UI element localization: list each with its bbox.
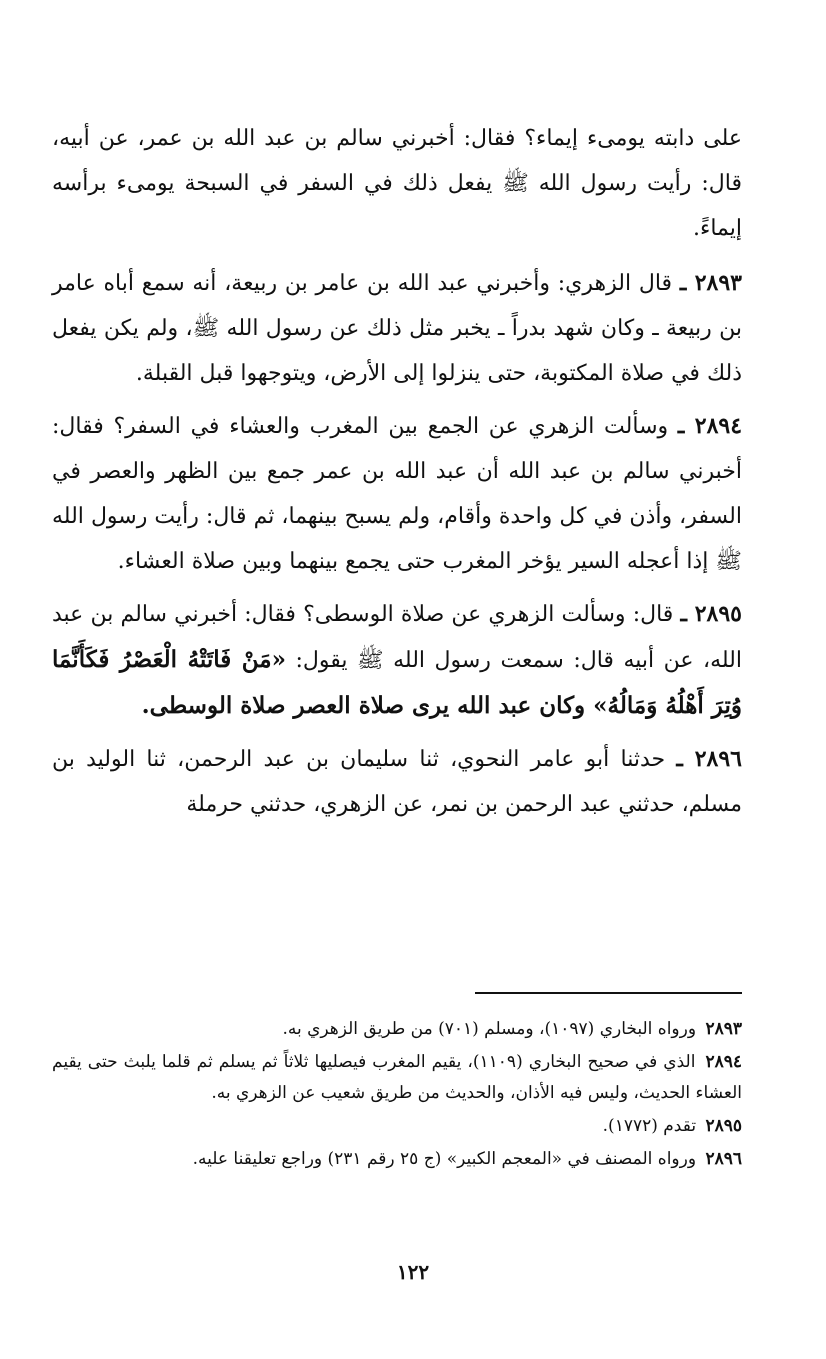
paragraph-text: حدثنا أبو عامر النحوي، ثنا سليمان بن عبد الرحمن، ثنا الوليد بن مسلم، حدثني عبد الرحمن بن نمر، عن الزهري، حدثني حرملة: [52, 747, 742, 817]
footnote-number: ٢٨٩٣: [705, 1019, 742, 1039]
hadith-number: ٢٨٩٣ ـ: [679, 270, 742, 296]
hadith-2894: [52, 404, 742, 584]
paragraph-text: وسألت الزهري عن الجمع بين المغرب والعشاء في السفر؟ فقال: أخبرني سالم بن عبد الله أن عبد الله بن عمر جمع بين الظهر والعصر في السفر، وأذن في كل واحدة وأقام، ولم يسبح بينهما، ثم قال: رأيت رسول الله ﷺ إذا أعجله السير يؤخر المغرب حتى يجمع بينهما وبين صلاة العشاء.: [52, 414, 742, 574]
paragraph-text: قال: وسألت الزهري عن صلاة الوسطى؟ فقال: أخبرني سالم بن عبد الله، عن أبيه قال: سمعت رسول الله ﷺ يقول:: [52, 602, 742, 673]
footnote-text: الذي في صحيح البخاري (١١٠٩)، يقيم المغرب فيصليها ثلاثاً ثم يسلم ثم قلما يلبث حتى يقيم العشاء الحديث، وليس فيه الأذان، والحديث من طريق شعيب عن الزهري به.: [52, 1052, 742, 1103]
main-text: [52, 116, 742, 835]
hadith-number: ٢٨٩٦ ـ: [676, 746, 742, 772]
hadith-quote: «مَنْ فَاتَتْهُ الْعَصْرُ فَكَأَنَّمَا وُتِرَ أَهْلُهُ وَمَالُهُ» وكان عبد الله يرى صلاة العصر صلاة الوسطى.: [52, 646, 742, 719]
footnote-number: ٢٨٩٤: [705, 1052, 743, 1072]
hadith-2895: [52, 592, 742, 729]
footnote-number: ٢٨٩٥: [705, 1116, 742, 1136]
paragraph-text: على دابته يومىء إيماء؟ فقال: أخبرني سالم بن عبد الله بن عمر، عن أبيه، قال: رأيت رسول الله ﷺ يفعل ذلك في السفر في السبحة يومىء برأسه إيماءً.: [52, 126, 742, 241]
hadith-number: ٢٨٩٥ ـ: [680, 601, 742, 627]
hadith-2896: [52, 737, 742, 827]
paragraph-continuation: [52, 116, 742, 251]
footnote-2895: [52, 1111, 742, 1142]
footnote-divider: [475, 992, 742, 994]
page-number: ١٢٢: [396, 1260, 430, 1284]
footnote-number: ٢٨٩٦: [705, 1149, 742, 1169]
hadith-2893: [52, 261, 742, 396]
footnote-2894: [52, 1047, 742, 1109]
footnote-text: ورواه المصنف في «المعجم الكبير» (ج ٢٥ رقم ٢٣١) وراجع تعليقنا عليه.: [192, 1149, 697, 1169]
footnote-2893: [52, 1014, 742, 1045]
hadith-number: ٢٨٩٤ ـ: [677, 413, 743, 439]
paragraph-text: قال الزهري: وأخبرني عبد الله بن عامر بن ربيعة، أنه سمع أباه عامر بن ربيعة ـ وكان شهد بدراً ـ يخبر مثل ذلك عن رسول الله ﷺ، ولم يكن يفعل ذلك في صلاة المكتوبة، حتى ينزلوا إلى الأرض، ويتوجهوا قبل القبلة.: [52, 271, 742, 386]
footnote-text: تقدم (١٧٧٢).: [602, 1116, 697, 1136]
footnote-text: ورواه البخاري (١٠٩٧)، ومسلم (٧٠١) من طريق الزهري به.: [282, 1019, 697, 1039]
footnote-2896: [52, 1144, 742, 1175]
footnotes: [52, 1012, 742, 1177]
